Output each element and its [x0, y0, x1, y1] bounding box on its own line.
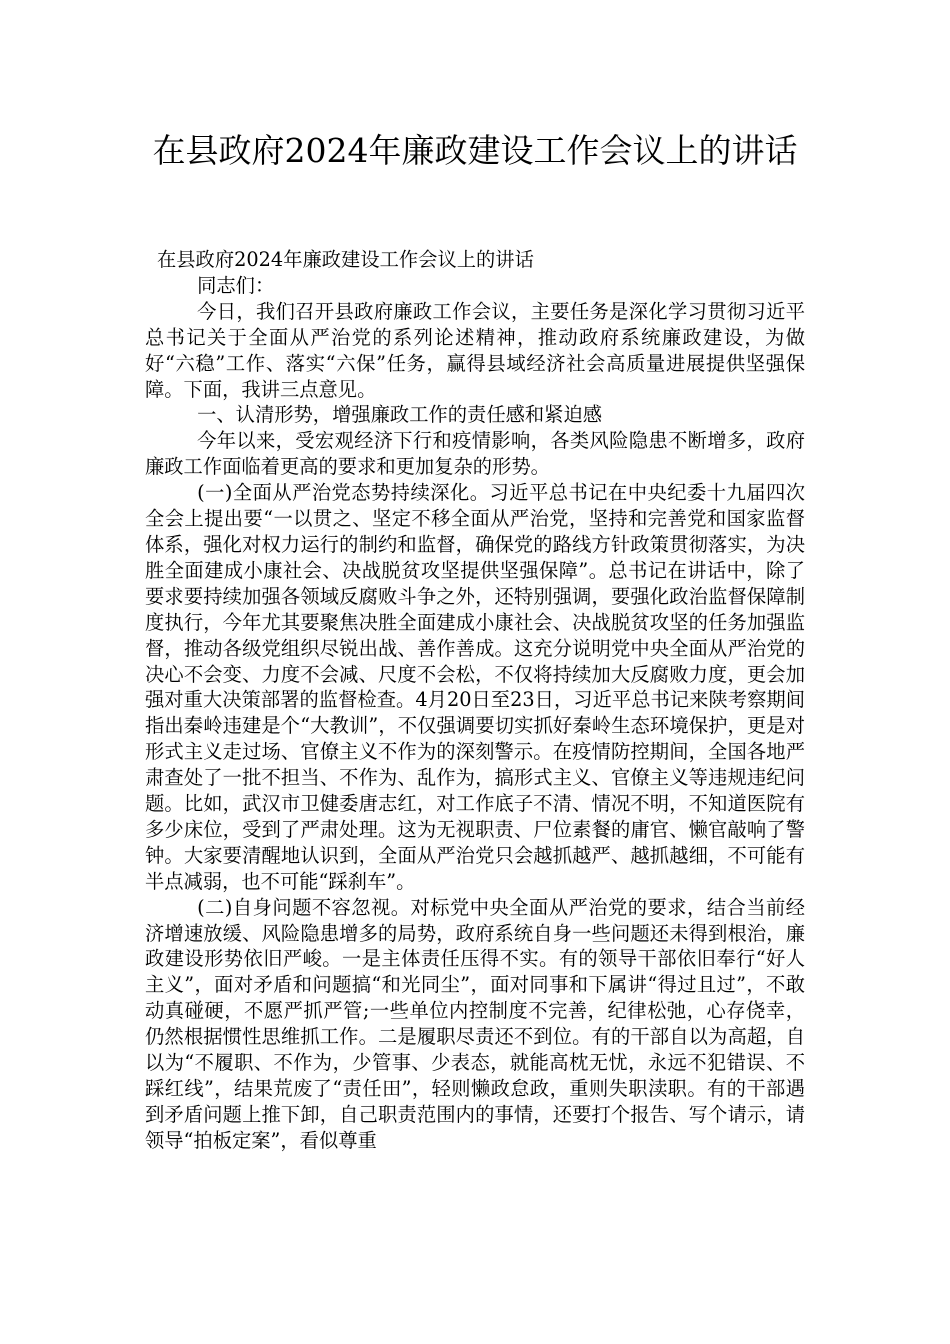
paragraph-intro: 今日，我们召开县政府廉政工作会议，主要任务是深化学习贯彻习近平总书记关于全面从严治党的系列论述精神，推动政府系统廉政建设，为做好“六稳”工作、落实“六保”任务，赢得县域经济社会高质量进展提供坚强保障。下面，我讲三点意见。 — [145, 299, 805, 401]
salutation: 同志们： — [197, 273, 275, 297]
document-title: 在县政府2024年廉政建设工作会议上的讲话 — [152, 131, 798, 170]
subtitle-line: 在县政府2024年廉政建设工作会议上的讲话 — [157, 248, 534, 271]
section-heading-1: 一、认清形势，增强廉政工作的责任感和紧迫感 — [197, 403, 603, 427]
paragraph-situation: 今年以来，受宏观经济下行和疫情影响，各类风险隐患不断增多，政府廉政工作面临着更高的要求和更加复杂的形势。 — [145, 429, 805, 479]
paragraph-point-1: (一)全面从严治党态势持续深化。习近平总书记在中央纪委十九届四次全会上提出要“一以贯之、坚定不移全面从严治党，坚持和完善党和国家监督体系，强化对权力运行的制约和监督，确保党的路线方针政策贯彻落实，为决胜全面建成小康社会、决战脱贫攻坚提供坚强保障”。总书记在讲话中，除了要求要持续加强各领域反腐败斗争之外，还特别强调，要强化政治监督保障制度执行，今年尤其要聚焦决胜全面建成小康社会、决战脱贫攻坚的任务加强监督，推动各级党组织尽锐出战、善作善成。这充分说明党中央全面从严治党的决心不会变、力度不会减、尺度不会松，不仅将持续加大反腐败力度，更会加强对重大决策部署的监督检查。4月20日至23日，习近平总书记来陕考察期间指出秦岭违建是个“大教训”，不仅强调要切实抓好秦岭生态环境保护，更是对形式主义走过场、官僚主义不作为的深刻警示。在疫情防控期间，全国各地严肃查处了一批不担当、不作为、乱作为，搞形式主义、官僚主义等违规违纪问题。比如，武汉市卫健委唐志红，对工作底子不清、情况不明，不知道医院有多少床位，受到了严肃处理。这为无视职责、尸位素餐的庸官、懒官敲响了警钟。大家要清醒地认识到，全面从严治党只会越抓越严、越抓越细，不可能有半点减弱，也不可能“踩刹车”。 — [145, 481, 805, 893]
paragraph-point-2: (二)自身问题不容忽视。对标党中央全面从严治党的要求，结合当前经济增速放缓、风险隐患增多的局势，政府系统自身一些问题还未得到根治，廉政建设形势依旧严峻。一是主体责任压得不实。有的领导干部依旧奉行“好人主义”，面对矛盾和问题搞“和光同尘”，面对同事和下属讲“得过且过”，不敢动真碰硬，不愿严抓严管;一些单位内控制度不完善，纪律松弛，心存侥幸，仍然根据惯性思维抓工作。二是履职尽责还不到位。有的干部自以为高超，自以为“不履职、不作为，少管事、少表态，就能高枕无忧，永远不犯错误、不踩红线”，结果荒废了“责任田”，轻则懒政怠政，重则失职渎职。有的干部遇到矛盾问题上推下卸，自己职责范围内的事情，还要打个报告、写个请示，请领导“拍板定案”，看似尊重 — [145, 895, 805, 1152]
document-body — [145, 247, 805, 1154]
